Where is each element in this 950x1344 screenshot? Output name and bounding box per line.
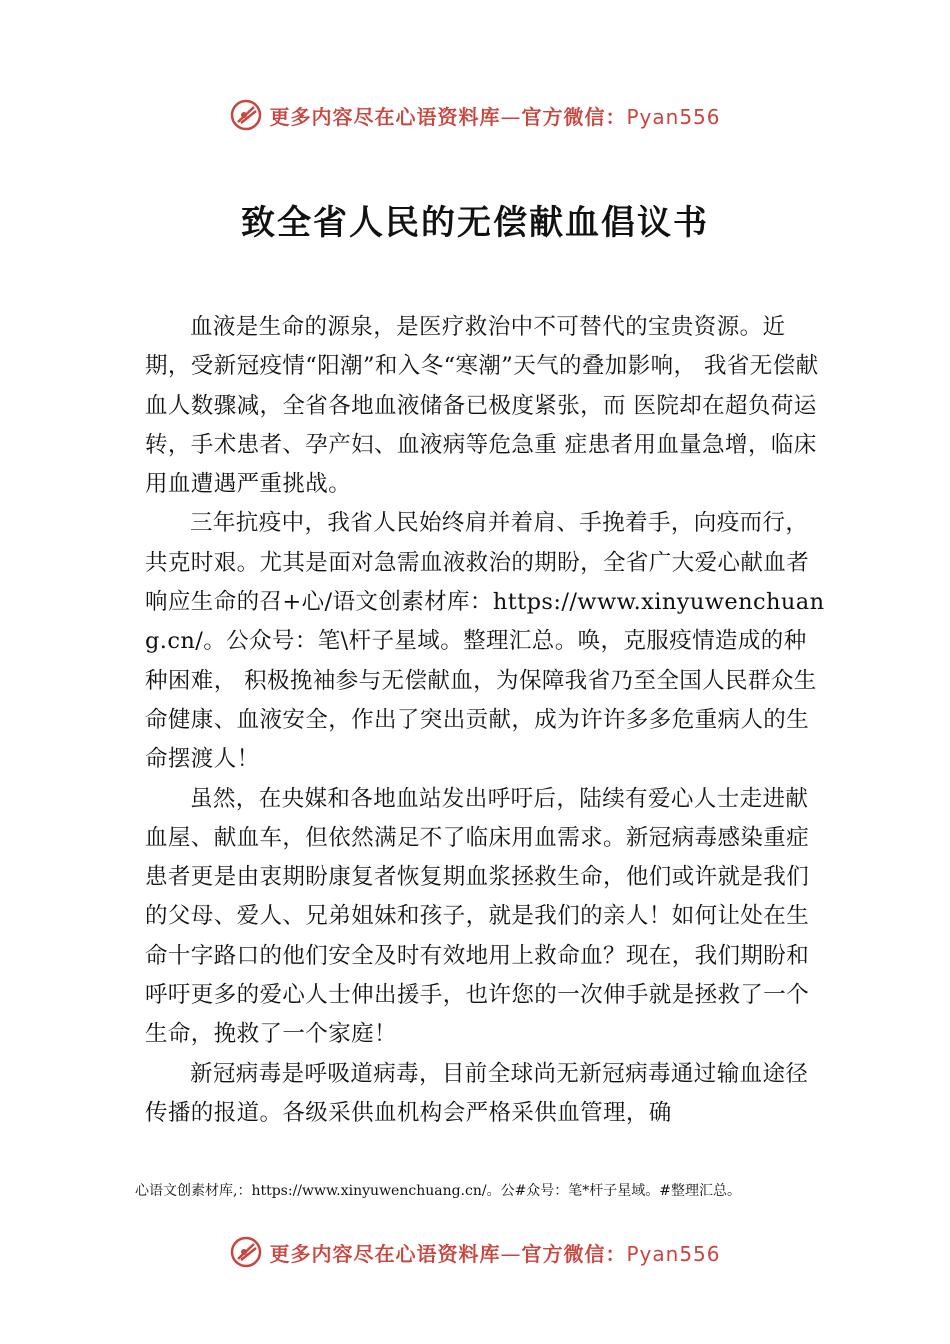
banner-main-text: 更多内容尽在心语资料库: [269, 104, 501, 129]
header-banner: [0, 95, 950, 135]
banner-wechat-id: Pyan556: [626, 104, 721, 129]
banner-main-text: 更多内容尽在心语资料库: [269, 1241, 501, 1266]
banner-text: [269, 1238, 720, 1267]
document-body: [145, 308, 825, 1133]
footer-banner: [0, 1232, 950, 1272]
seal-logo-icon: [229, 1235, 263, 1269]
banner-wechat-label: 官方微信：: [521, 104, 627, 129]
document-title: 致全省人民的无偿献血倡议书: [241, 203, 709, 243]
paragraph: 虽然，在央媒和各地血站发出呼吁后，陆续有爱心人士走进献血屋、献血车，但依然满足不了临床用血需求。新冠病毒感染重症患者更是由衷期盼康复者恢复期血浆拯救生命，他们或许就是我们的父母、爱人、兄弟姐妹和孩子，就是我们的亲人！如何让处在生命十字路口的他们安全及时有效地用上救命血？现在，我们期盼和呼吁更多的爱心人士伸出援手，也许您的一次伸手就是拯救了一个生命，挽救了一个家庭！: [145, 785, 810, 1048]
paragraph: 三年抗疫中，我省人民始终肩并着肩、手挽着手，向疫而行，共克时艰。尤其是面对急需血液救治的期盼，全省广大爱心献血者响应生命的召+心/语文创素材库：https://www.xinyuwenchuang.cn/。公众号：笔\杆子星域。整理汇总。唤，克服疫情造成的种种困难， 积极挽袖参与无偿献血，为保障我省乃至全国人民群众生命健康、血液安全，作出了突出贡献，成为许许多多危重病人的生命摆渡人！: [145, 510, 825, 773]
banner-separator: —: [500, 1241, 522, 1266]
paragraph: 血液是生命的源泉，是医疗救治中不可替代的宝贵资源。近期，受新冠疫情“阳潮”和入冬“寒潮”天气的叠加影响， 我省无偿献血人数骤减，全省各地血液储备已极度紧张，而 医院却在超负荷运转，手术患者、孕产妇、血液病等危急重 症患者用血量急增，临床用血遭遇严重挑战。: [145, 314, 819, 498]
banner-wechat-id: Pyan556: [626, 1241, 721, 1266]
banner-text: [269, 101, 720, 130]
banner-separator: —: [500, 104, 522, 129]
seal-logo-icon: [229, 98, 263, 132]
banner-wechat-label: 官方微信：: [521, 1241, 627, 1266]
footer-note: 心语文创素材库,：https://www.xinyuwenchuang.cn/。公#众号：笔*杆子星域。#整理汇总。: [135, 1183, 742, 1199]
paragraph: 新冠病毒是呼吸道病毒，目前全球尚无新冠病毒通过输血途径传播的报道。各级采供血机构会严格采供血管理，确: [145, 1060, 809, 1126]
